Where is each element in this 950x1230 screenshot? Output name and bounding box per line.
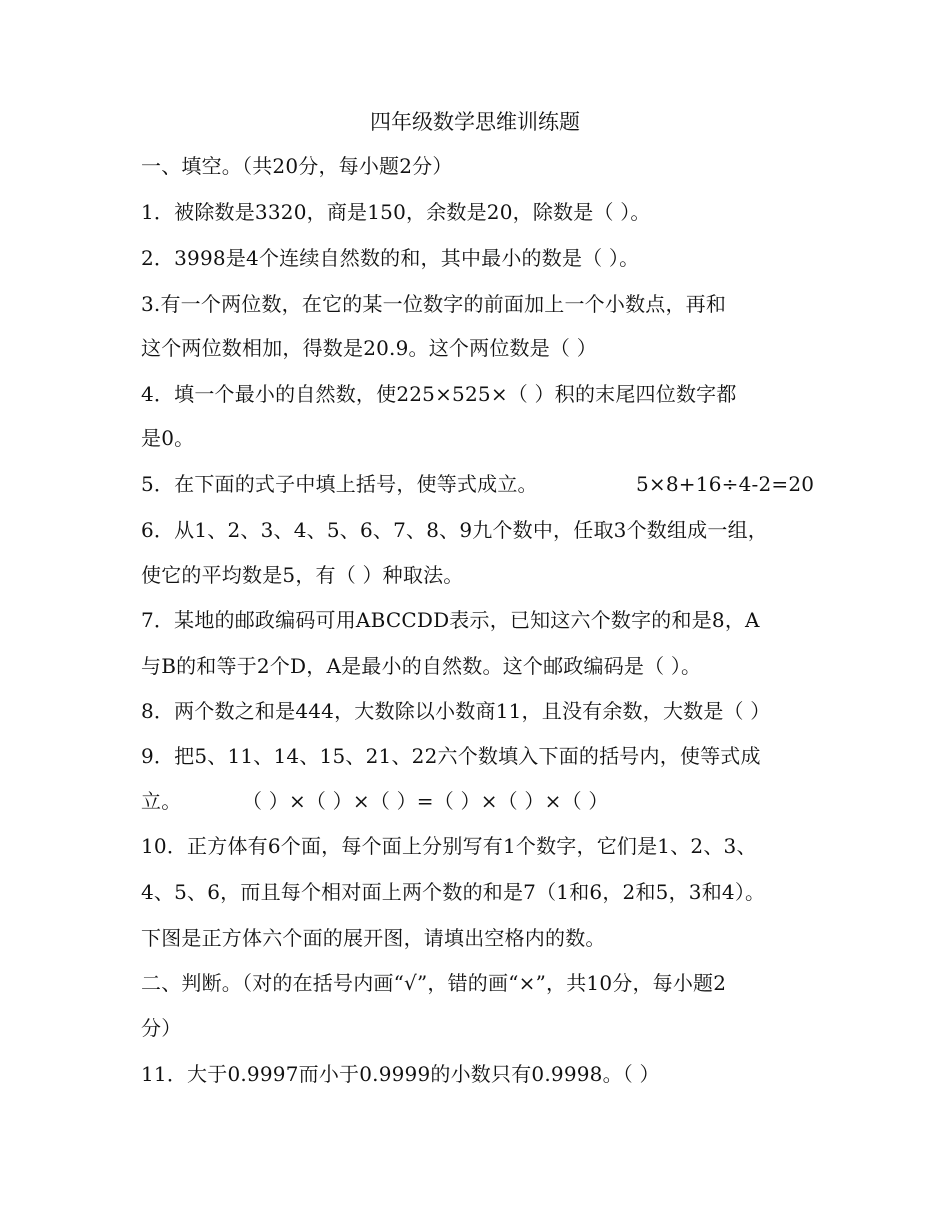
section-2-heading-line-2: 分） [141,1016,182,1040]
question-10-line-1: 10．正方体有6个面，每个面上分别写有1个数字，它们是1、2、3、 [141,834,757,858]
page-title: 四年级数学思维训练题 [370,110,580,134]
question-9-line-2 [141,783,831,819]
question-7-line-2: 与B的和等于2个D，A是最小的自然数。这个邮政编码是（ ）。 [141,654,702,678]
section-2-heading-line-1: 二、判断。（对的在括号内画“√”，错的画“×”，共10分，每小题2 [141,971,727,995]
question-9-line-1: 9．把5、11、14、15、21、22六个数填入下面的括号内，使等式成 [141,744,761,768]
question-4-line-2: 是0。 [141,426,195,450]
question-6-line-1: 6．从1、2、3、4、5、6、7、8、9九个数中，任取3个数组成一组， [141,518,768,542]
question-3-line-1: 3.有一个两位数，在它的某一位数字的前面加上一个小数点，再和 [141,292,727,316]
question-2: 2．3998是4个连续自然数的和，其中最小的数是（ ）。 [141,246,640,270]
question-7-line-1: 7．某地的邮政编码可用ABCCDD表示，已知这六个数字的和是8，A [141,608,760,632]
question-5-equation: 5×8+16÷4-2=20 [636,472,815,496]
section-1-heading: 一、填空。（共20分，每小题2分） [141,154,453,178]
question-9-equation: （ ）×（ ）×（ ）=（ ）×（ ）×（ ） [242,789,609,813]
question-1: 1．被除数是3320，商是150，余数是20，除数是（ ）。 [141,200,651,224]
question-10-line-2: 4、5、6，而且每个相对面上两个数的和是7（1和6，2和5，3和4）。 [141,880,766,904]
question-4-line-1: 4．填一个最小的自然数，使225×525×（ ）积的末尾四位数字都 [141,382,737,406]
question-3-line-2: 这个两位数相加，得数是20.9。这个两位数是（ ） [141,336,597,360]
question-6-line-2: 使它的平均数是5，有（ ）种取法。 [141,563,464,587]
question-5 [141,466,831,502]
question-5-text: 5．在下面的式子中填上括号，使等式成立。 [141,472,538,496]
question-10-line-3: 下图是正方体六个面的展开图，请填出空格内的数。 [141,926,606,950]
question-8: 8．两个数之和是444，大数除以小数商11，且没有余数，大数是（ ） [141,699,771,723]
question-11: 11．大于0.9997而小于0.9999的小数只有0.9998。（ ） [141,1062,660,1086]
question-9-lead: 立。 [141,789,182,813]
